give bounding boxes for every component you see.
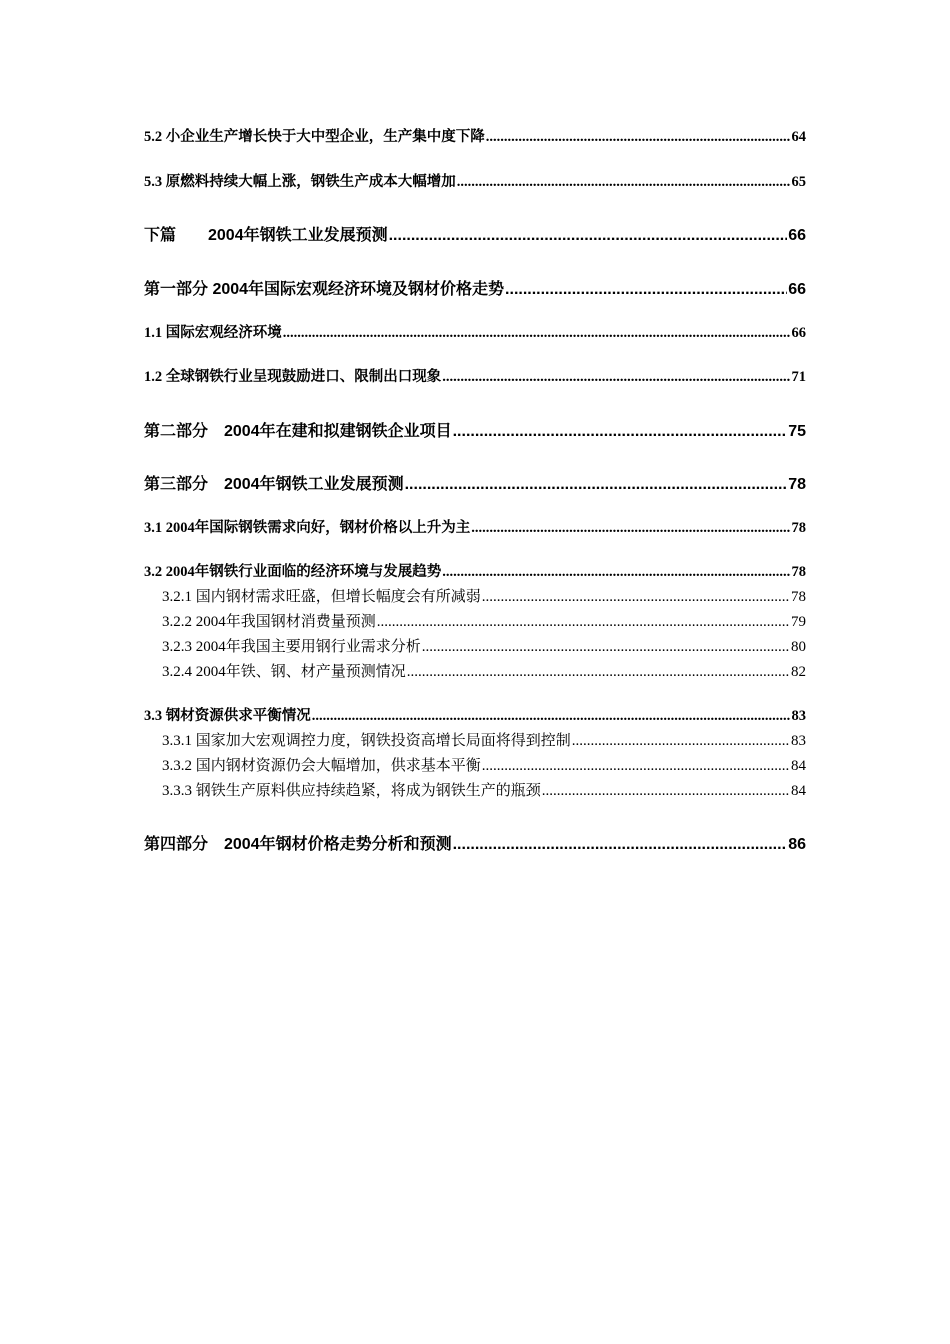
toc-leader-dots: [377, 615, 790, 630]
toc-entry-page: 84: [791, 783, 806, 799]
toc-entry-page: 75: [788, 423, 806, 440]
toc-entry-title: 3.2.3 2004年我国主要用钢行业需求分析: [162, 639, 421, 655]
toc-entry[interactable]: [162, 590, 806, 605]
toc-leader-dots: [453, 837, 788, 853]
toc-leader-dots: [457, 175, 791, 190]
toc-leader-dots: [442, 565, 790, 580]
toc-leader-dots: [407, 665, 790, 680]
toc-entry-title: 1.2 全球钢铁行业呈现鼓励进口、限制出口现象: [144, 369, 442, 385]
toc-entry-page: 78: [791, 564, 806, 580]
toc-leader-dots: [422, 640, 790, 655]
toc-entry-page: 71: [791, 369, 806, 385]
toc-entry-title: 第三部分 2004年钢铁工业发展预测: [144, 476, 404, 493]
toc-entry[interactable]: [162, 734, 806, 749]
toc-entry[interactable]: [144, 424, 806, 440]
toc-entry-page: 78: [791, 589, 806, 605]
toc-entry[interactable]: [162, 784, 806, 799]
toc-entry-title: 3.3.2 国内钢材资源仍会大幅增加，供求基本平衡: [162, 758, 481, 774]
toc-leader-dots: [312, 709, 791, 724]
toc-entry-page: 78: [791, 520, 806, 536]
toc-leader-dots: [389, 228, 788, 244]
toc-entry-title: 3.2.2 2004年我国钢材消费量预测: [162, 614, 376, 630]
toc-leader-dots: [482, 759, 790, 774]
toc-entry[interactable]: [144, 370, 806, 385]
toc-entry-page: 84: [791, 758, 806, 774]
toc-entry-page: 78: [788, 476, 806, 493]
toc-entry-title: 3.1 2004年国际钢铁需求向好，钢材价格以上升为主: [144, 520, 471, 536]
toc-entry-title: 5.2 小企业生产增长快于大中型企业，生产集中度下降: [144, 129, 485, 145]
toc-entry-page: 66: [788, 281, 806, 298]
toc-entry[interactable]: [162, 640, 806, 655]
toc-leader-dots: [405, 477, 788, 493]
toc-entry-title: 5.3 原燃料持续大幅上涨，钢铁生产成本大幅增加: [144, 174, 456, 190]
toc-leader-dots: [453, 424, 788, 440]
toc-entry-title: 第一部分 2004年国际宏观经济环境及钢材价格走势: [144, 281, 505, 298]
toc-entry[interactable]: [162, 665, 806, 680]
toc-entry[interactable]: [144, 228, 806, 244]
toc-leader-dots: [471, 521, 790, 536]
toc-entry-page: 83: [791, 733, 806, 749]
toc-entry[interactable]: [144, 837, 806, 853]
toc-leader-dots: [505, 282, 787, 298]
toc-leader-dots: [442, 370, 790, 385]
toc-entry-page: 65: [791, 174, 806, 190]
toc-entry[interactable]: [144, 709, 806, 724]
toc-entry[interactable]: [144, 175, 806, 190]
toc-entry[interactable]: [144, 565, 806, 580]
toc-leader-dots: [482, 590, 790, 605]
toc-entry-page: 79: [791, 614, 806, 630]
toc-entry-page: 66: [788, 227, 806, 244]
toc-entry-page: 82: [791, 664, 806, 680]
toc-entry-page: 83: [791, 708, 806, 724]
toc-entry[interactable]: [162, 759, 806, 774]
toc-entry-title: 第四部分 2004年钢材价格走势分析和预测: [144, 836, 452, 853]
toc-entry[interactable]: [144, 282, 806, 298]
toc-entry[interactable]: [144, 326, 806, 341]
toc-leader-dots: [486, 130, 791, 145]
toc-entry[interactable]: [144, 130, 806, 145]
toc-entry-title: 第二部分 2004年在建和拟建钢铁企业项目: [144, 423, 452, 440]
toc-entry-title: 3.2.4 2004年铁、钢、材产量预测情况: [162, 664, 406, 680]
toc-entry-title: 下篇 2004年钢铁工业发展预测: [144, 227, 388, 244]
toc-entry-page: 64: [791, 129, 806, 145]
toc-entry-title: 3.3.1 国家加大宏观调控力度，钢铁投资高增长局面将得到控制: [162, 733, 571, 749]
toc-entry[interactable]: [144, 521, 806, 536]
toc-entry-title: 3.3 钢材资源供求平衡情况: [144, 708, 311, 724]
toc-entry-title: 3.2.1 国内钢材需求旺盛，但增长幅度会有所减弱: [162, 589, 481, 605]
toc-entry-page: 86: [788, 836, 806, 853]
toc-entry-page: 66: [791, 325, 806, 341]
toc-entry-title: 3.3.3 钢铁生产原料供应持续趋紧，将成为钢铁生产的瓶颈: [162, 783, 541, 799]
toc-entry-title: 1.1 国际宏观经济环境: [144, 325, 282, 341]
toc-entry[interactable]: [144, 477, 806, 493]
toc-leader-dots: [542, 784, 790, 799]
toc-entry-page: 80: [791, 639, 806, 655]
toc-leader-dots: [572, 734, 790, 749]
toc-entry[interactable]: [162, 615, 806, 630]
toc-leader-dots: [283, 326, 791, 341]
toc-entry-title: 3.2 2004年钢铁行业面临的经济环境与发展趋势: [144, 564, 442, 580]
